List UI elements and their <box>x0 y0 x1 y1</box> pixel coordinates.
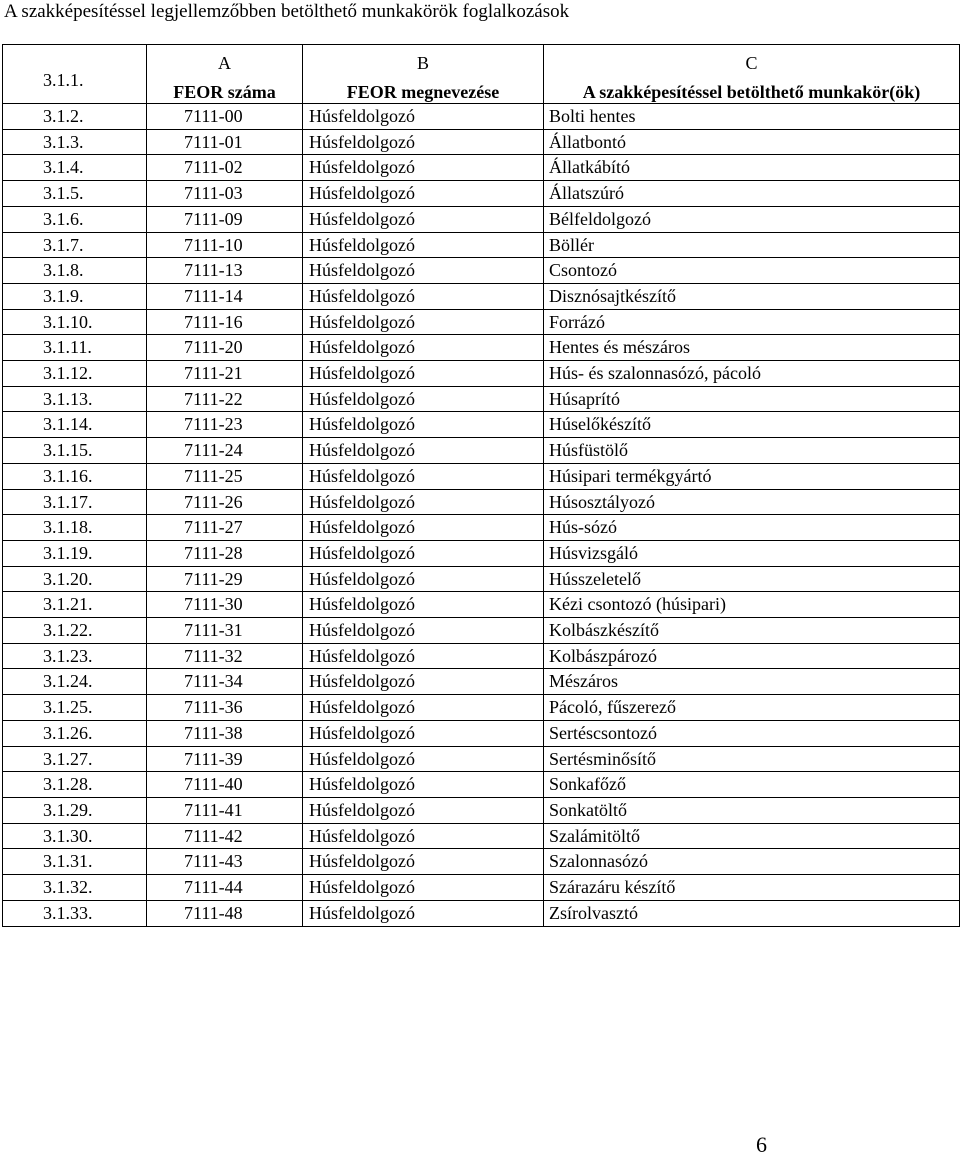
feor-name-cell: Húsfeldolgozó <box>303 849 544 875</box>
feor-name-cell: Húsfeldolgozó <box>303 129 544 155</box>
feor-name-cell: Húsfeldolgozó <box>303 823 544 849</box>
job-cell: Csontozó <box>544 258 960 284</box>
feor-name-cell: Húsfeldolgozó <box>303 900 544 926</box>
table-row <box>3 129 960 155</box>
feor-name-cell: Húsfeldolgozó <box>303 206 544 232</box>
feor-code-cell: 7111-36 <box>147 695 303 721</box>
job-cell: Kolbászkészítő <box>544 618 960 644</box>
job-cell: Húsosztályozó <box>544 489 960 515</box>
feor-code-cell: 7111-31 <box>147 618 303 644</box>
feor-code-cell: 7111-25 <box>147 463 303 489</box>
row-number-cell: 3.1.16. <box>3 463 147 489</box>
feor-code-cell: 7111-41 <box>147 797 303 823</box>
feor-code-cell: 7111-00 <box>147 104 303 130</box>
table-row <box>3 463 960 489</box>
table-row <box>3 309 960 335</box>
feor-code-cell: 7111-48 <box>147 900 303 926</box>
table-row <box>3 875 960 901</box>
feor-name-cell: Húsfeldolgozó <box>303 335 544 361</box>
table-row <box>3 618 960 644</box>
job-cell: Szalonnasózó <box>544 849 960 875</box>
row-number-cell: 3.1.32. <box>3 875 147 901</box>
row-number-cell: 3.1.18. <box>3 515 147 541</box>
feor-code-cell: 7111-16 <box>147 309 303 335</box>
job-cell: Állatbontó <box>544 129 960 155</box>
header-row-number-text: 3.1.1. <box>43 70 84 90</box>
job-cell: Hússzeletelő <box>544 566 960 592</box>
feor-code-cell: 7111-29 <box>147 566 303 592</box>
row-number-cell: 3.1.17. <box>3 489 147 515</box>
table-row <box>3 489 960 515</box>
feor-name-cell: Húsfeldolgozó <box>303 104 544 130</box>
row-number-cell: 3.1.29. <box>3 797 147 823</box>
table-row <box>3 181 960 207</box>
table-row <box>3 515 960 541</box>
job-cell: Sonkatöltő <box>544 797 960 823</box>
feor-name-cell: Húsfeldolgozó <box>303 361 544 387</box>
header-job: A szakképesítéssel betölthető munkakör(ök) <box>544 81 960 104</box>
job-cell: Húsaprító <box>544 386 960 412</box>
feor-code-cell: 7111-43 <box>147 849 303 875</box>
table-row <box>3 283 960 309</box>
table-row <box>3 361 960 387</box>
row-number-cell: 3.1.11. <box>3 335 147 361</box>
feor-name-cell: Húsfeldolgozó <box>303 695 544 721</box>
job-cell: Húselőkészítő <box>544 412 960 438</box>
row-number-cell: 3.1.15. <box>3 438 147 464</box>
feor-name-cell: Húsfeldolgozó <box>303 515 544 541</box>
feor-name-cell: Húsfeldolgozó <box>303 155 544 181</box>
job-cell: Böllér <box>544 232 960 258</box>
table-row <box>3 592 960 618</box>
feor-name-cell: Húsfeldolgozó <box>303 438 544 464</box>
feor-code-cell: 7111-02 <box>147 155 303 181</box>
feor-code-cell: 7111-44 <box>147 875 303 901</box>
row-number-cell: 3.1.14. <box>3 412 147 438</box>
table-row <box>3 104 960 130</box>
job-cell: Húsvizsgáló <box>544 540 960 566</box>
feor-code-cell: 7111-24 <box>147 438 303 464</box>
job-cell: Állatszúró <box>544 181 960 207</box>
table-row <box>3 669 960 695</box>
row-number-cell: 3.1.10. <box>3 309 147 335</box>
feor-name-cell: Húsfeldolgozó <box>303 489 544 515</box>
header-feor-code: FEOR száma <box>147 81 303 104</box>
job-cell: Sonkafőző <box>544 772 960 798</box>
row-number-cell: 3.1.4. <box>3 155 147 181</box>
row-number-cell: 3.1.12. <box>3 361 147 387</box>
page-number: 6 <box>756 1132 767 1157</box>
job-cell: Szárazáru készítő <box>544 875 960 901</box>
feor-code-cell: 7111-21 <box>147 361 303 387</box>
row-number-cell: 3.1.20. <box>3 566 147 592</box>
job-cell: Húsipari termékgyártó <box>544 463 960 489</box>
row-number-cell: 3.1.24. <box>3 669 147 695</box>
job-cell: Bélfeldolgozó <box>544 206 960 232</box>
job-cell: Disznósajtkészítő <box>544 283 960 309</box>
table-row <box>3 155 960 181</box>
job-cell: Hús- és szalonnasózó, pácoló <box>544 361 960 387</box>
header-row <box>3 81 960 104</box>
feor-name-cell: Húsfeldolgozó <box>303 643 544 669</box>
job-cell: Húsfüstölő <box>544 438 960 464</box>
feor-code-cell: 7111-09 <box>147 206 303 232</box>
feor-code-cell: 7111-14 <box>147 283 303 309</box>
table-row <box>3 540 960 566</box>
row-number-cell: 3.1.31. <box>3 849 147 875</box>
feor-code-cell: 7111-26 <box>147 489 303 515</box>
feor-name-cell: Húsfeldolgozó <box>303 669 544 695</box>
feor-code-cell: 7111-13 <box>147 258 303 284</box>
feor-code-cell: 7111-34 <box>147 669 303 695</box>
table-row <box>3 386 960 412</box>
job-cell: Zsírolvasztó <box>544 900 960 926</box>
table-row <box>3 720 960 746</box>
job-cell: Hús-sózó <box>544 515 960 541</box>
row-number-cell: 3.1.9. <box>3 283 147 309</box>
feor-code-cell: 7111-32 <box>147 643 303 669</box>
job-cell: Kolbászpározó <box>544 643 960 669</box>
feor-name-cell: Húsfeldolgozó <box>303 283 544 309</box>
feor-name-cell: Húsfeldolgozó <box>303 618 544 644</box>
feor-name-cell: Húsfeldolgozó <box>303 412 544 438</box>
feor-code-cell: 7111-30 <box>147 592 303 618</box>
table-row <box>3 772 960 798</box>
table-body <box>3 45 960 927</box>
feor-name-cell: Húsfeldolgozó <box>303 772 544 798</box>
job-cell: Állatkábító <box>544 155 960 181</box>
feor-name-cell: Húsfeldolgozó <box>303 540 544 566</box>
row-number-cell: 3.1.30. <box>3 823 147 849</box>
row-number-cell: 3.1.22. <box>3 618 147 644</box>
job-cell: Sertésminősítő <box>544 746 960 772</box>
feor-code-cell: 7111-03 <box>147 181 303 207</box>
row-number-cell: 3.1.26. <box>3 720 147 746</box>
row-number-cell: 3.1.33. <box>3 900 147 926</box>
column-letter-row <box>3 45 960 82</box>
table-row <box>3 566 960 592</box>
feor-code-cell: 7111-39 <box>147 746 303 772</box>
row-number-cell: 3.1.23. <box>3 643 147 669</box>
job-cell: Hentes és mészáros <box>544 335 960 361</box>
row-number-cell: 3.1.27. <box>3 746 147 772</box>
job-cell: Pácoló, fűszerező <box>544 695 960 721</box>
job-cell: Sertéscsontozó <box>544 720 960 746</box>
column-letter-c: C <box>544 45 960 82</box>
row-number-cell: 3.1.2. <box>3 104 147 130</box>
column-letter-a: A <box>147 45 303 82</box>
feor-code-cell: 7111-22 <box>147 386 303 412</box>
row-number-cell: 3.1.28. <box>3 772 147 798</box>
feor-name-cell: Húsfeldolgozó <box>303 232 544 258</box>
feor-code-cell: 7111-20 <box>147 335 303 361</box>
row-number-cell: 3.1.7. <box>3 232 147 258</box>
feor-code-cell: 7111-23 <box>147 412 303 438</box>
table-row <box>3 335 960 361</box>
table-row <box>3 258 960 284</box>
table-row <box>3 438 960 464</box>
row-number-cell: 3.1.8. <box>3 258 147 284</box>
row-number-cell: 3.1.6. <box>3 206 147 232</box>
feor-code-cell: 7111-01 <box>147 129 303 155</box>
feor-code-cell: 7111-28 <box>147 540 303 566</box>
feor-name-cell: Húsfeldolgozó <box>303 566 544 592</box>
feor-code-cell: 7111-38 <box>147 720 303 746</box>
header-feor-name: FEOR megnevezése <box>303 81 544 104</box>
feor-name-cell: Húsfeldolgozó <box>303 386 544 412</box>
table-row <box>3 900 960 926</box>
job-cell: Bolti hentes <box>544 104 960 130</box>
feor-code-cell: 7111-42 <box>147 823 303 849</box>
feor-name-cell: Húsfeldolgozó <box>303 875 544 901</box>
table-row <box>3 643 960 669</box>
feor-code-cell: 7111-10 <box>147 232 303 258</box>
row-number-cell: 3.1.3. <box>3 129 147 155</box>
table-row <box>3 746 960 772</box>
occupations-table <box>2 44 960 927</box>
column-letter-b: B <box>303 45 544 82</box>
feor-name-cell: Húsfeldolgozó <box>303 463 544 489</box>
feor-name-cell: Húsfeldolgozó <box>303 746 544 772</box>
row-number-cell: 3.1.13. <box>3 386 147 412</box>
row-number-cell: 3.1.19. <box>3 540 147 566</box>
job-cell: Kézi csontozó (húsipari) <box>544 592 960 618</box>
feor-code-cell: 7111-40 <box>147 772 303 798</box>
feor-name-cell: Húsfeldolgozó <box>303 797 544 823</box>
job-cell: Szalámitöltő <box>544 823 960 849</box>
row-number-cell: 3.1.5. <box>3 181 147 207</box>
header-row-number <box>3 70 147 104</box>
table-row <box>3 412 960 438</box>
row-number-cell: 3.1.25. <box>3 695 147 721</box>
feor-code-cell: 7111-27 <box>147 515 303 541</box>
feor-name-cell: Húsfeldolgozó <box>303 720 544 746</box>
feor-name-cell: Húsfeldolgozó <box>303 592 544 618</box>
table-row <box>3 206 960 232</box>
table-row <box>3 695 960 721</box>
job-cell: Forrázó <box>544 309 960 335</box>
page-heading: A szakképesítéssel legjellemzőbben betölthető munkakörök foglalkozások <box>4 1 570 22</box>
job-cell: Mészáros <box>544 669 960 695</box>
table-row <box>3 797 960 823</box>
feor-name-cell: Húsfeldolgozó <box>303 258 544 284</box>
table-row <box>3 823 960 849</box>
table-row <box>3 849 960 875</box>
row-number-cell: 3.1.21. <box>3 592 147 618</box>
table-row <box>3 232 960 258</box>
feor-name-cell: Húsfeldolgozó <box>303 309 544 335</box>
feor-name-cell: Húsfeldolgozó <box>303 181 544 207</box>
